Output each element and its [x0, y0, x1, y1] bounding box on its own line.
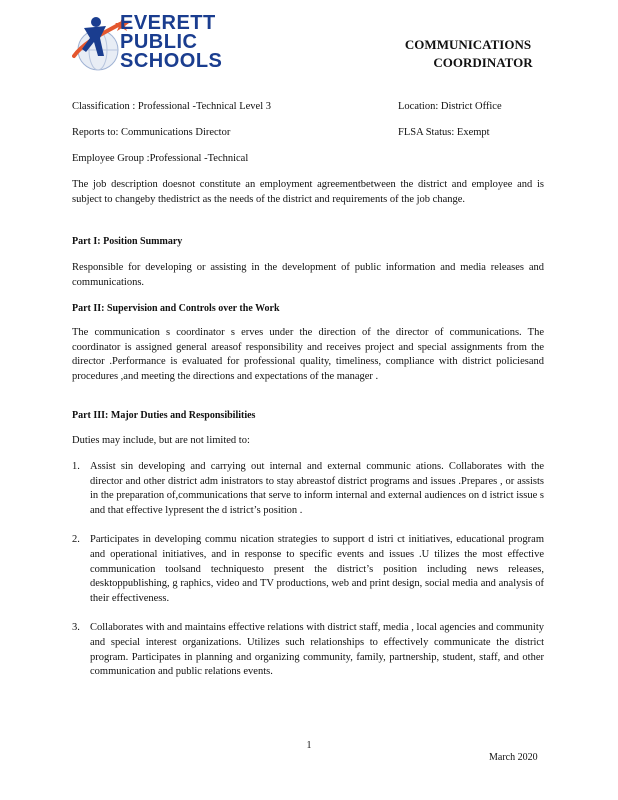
part1-text: Responsible for developing or assisting in the development of public information and media releases and communications. [72, 262, 544, 288]
part2-text: The communication s coordinator s erves under the direction of the director of communications. The coordinator is assigned general areasof responsibility and receives project and special assignments from the director .Performance is evaluated for professional quality, timeliness, compliance with district policiesand procedures ,and meeting the directions and expectations of the manager . [72, 327, 544, 382]
classification: Classification : Professional -Technical Level 3 [72, 101, 271, 112]
page-number: 1 [306, 740, 312, 751]
list-item-number: 3. [72, 622, 80, 634]
revision-date: March 2020 [489, 752, 538, 763]
part1-heading: Part I: Position Summary [72, 236, 183, 247]
logo-line-everett: EVERETT [120, 12, 216, 34]
duties-list [72, 460, 544, 680]
flsa-status: FLSA Status: Exempt [398, 127, 490, 138]
list-item-number: 1. [72, 461, 80, 472]
part3-heading: Part III: Major Duties and Responsibilities [72, 410, 256, 421]
part3-intro: Duties may include, but are not limited to: [72, 435, 250, 446]
list-item [72, 460, 544, 518]
list-item [72, 621, 544, 679]
logo-line-public: PUBLIC [120, 31, 198, 53]
list-item-text: Collaborates with and maintains effective relations with district staff, media , local agencies and community and special interest organizations. Utilizes such relationships to effectively communicate the district program. Participates in planning and organizing community, family, partnership, student, staff, and other communication and public relations events. [90, 622, 544, 678]
job-title [388, 36, 548, 72]
employee-group: Employee Group :Professional -Technical [72, 153, 249, 164]
part2-heading: Part II: Supervision and Controls over the Work [72, 303, 280, 314]
logo-line-schools: SCHOOLS [120, 50, 223, 72]
list-item [72, 533, 544, 606]
job-title-line1: COMMUNICATIONS [404, 37, 532, 52]
list-item-text: Assist sin developing and carrying out internal and external communic ations. Collaborates with the director and other district adm inistrators to stay abreastof district programs and issues .Prepares , or assists in the preparation of,communications that serve to inform internal and external audiences on d istrict issue s and that effective lypresent the d istrict’s position . [90, 461, 544, 516]
list-item-number: 2. [72, 534, 80, 546]
job-title-line2: COORDINATOR [433, 55, 533, 70]
reports-to: Reports to: Communications Director [72, 127, 231, 138]
list-item-text: Participates in developing commu nication strategies to support d istri ct initiatives, educational program and operational initiatives, and in response to specific events and issues .U tilizes the most effective communication toolsand techniquesto present the district’s position including news releases, desktoppublishing, g raphics, video and TV productions, web and print design, social media and analysis of their effectiveness. [90, 534, 544, 604]
location: Location: District Office [398, 101, 502, 112]
intro-paragraph: The job description doesnot constitute an employment agreementbetween the district and employee and is subject to changeby thedistrict as the needs of the district and requirements of the job change. [72, 179, 544, 205]
logo-wordmark [120, 14, 222, 71]
